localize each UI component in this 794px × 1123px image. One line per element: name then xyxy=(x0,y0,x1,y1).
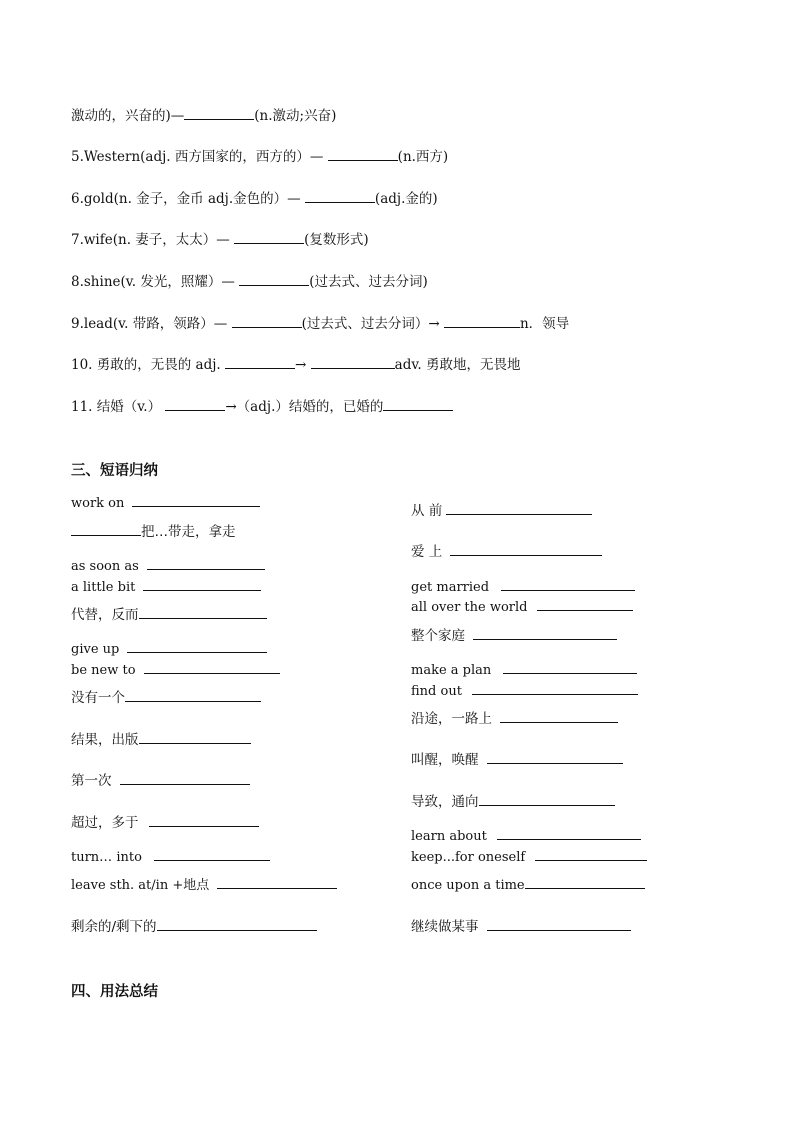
answer-blank[interactable] xyxy=(232,314,302,328)
phrase-label: 爱 上 xyxy=(411,544,443,560)
phrase-item xyxy=(411,875,645,895)
answer-blank[interactable] xyxy=(147,556,265,570)
phrase-label: 代替，反而 xyxy=(71,607,139,623)
vocab-hint: (复数形式) xyxy=(304,232,369,248)
phrase-item xyxy=(71,771,250,790)
phrase-label: 继续做某事 xyxy=(411,919,479,935)
phrase-label: once upon a time xyxy=(411,878,525,893)
phrase-label: a little bit xyxy=(71,580,136,595)
answer-blank[interactable] xyxy=(500,709,618,723)
phrase-item xyxy=(411,792,615,811)
vocab-hint: n．领导 xyxy=(519,316,570,332)
vocab-prompt: 6.gold(n. 金子，金币 adj.金色的）— xyxy=(71,191,301,207)
vocab-hint: (adj.金的) xyxy=(374,191,438,207)
phrase-item xyxy=(411,681,638,701)
phrase-item xyxy=(411,917,631,936)
phrase-label: be new to xyxy=(71,663,136,678)
vocab-line-5 xyxy=(71,147,448,166)
vocab-hint: adv. 勇敢地，无畏地 xyxy=(394,357,521,373)
vocab-hint: (过去式、过去分词) xyxy=(309,274,428,290)
phrase-item xyxy=(71,917,317,936)
phrase-item xyxy=(71,813,259,832)
vocab-line-7 xyxy=(71,230,369,249)
answer-blank[interactable] xyxy=(383,397,453,411)
phrase-label: 剩余的/剩下的 xyxy=(71,919,157,935)
answer-blank[interactable] xyxy=(311,355,395,369)
answer-blank[interactable] xyxy=(139,730,251,744)
answer-blank[interactable] xyxy=(444,314,520,328)
phrase-label: 整个家庭 xyxy=(411,628,465,644)
answer-blank[interactable] xyxy=(450,542,602,556)
phrase-item xyxy=(71,847,270,867)
answer-blank[interactable] xyxy=(165,397,225,411)
phrase-item xyxy=(411,577,635,597)
vocab-line-9 xyxy=(71,314,569,333)
phrase-label: find out xyxy=(411,684,462,699)
answer-blank[interactable] xyxy=(139,605,267,619)
phrase-label: turn… into xyxy=(71,850,142,865)
vocab-line-4 xyxy=(71,106,336,125)
phrase-item xyxy=(411,660,637,680)
section-heading-phrases: 三、短语归纳 xyxy=(71,463,158,479)
answer-blank[interactable] xyxy=(154,847,270,861)
phrase-label: learn about xyxy=(411,829,487,844)
phrase-label: keep...for oneself xyxy=(411,850,526,865)
vocab-prompt: 10. 勇敢的，无畏的 adj. xyxy=(71,357,221,373)
answer-blank[interactable] xyxy=(487,750,623,764)
answer-blank[interactable] xyxy=(487,917,631,931)
vocab-hint: (n.激动;兴奋) xyxy=(254,108,337,124)
vocab-line-8 xyxy=(71,272,428,291)
answer-blank[interactable] xyxy=(71,522,141,536)
answer-blank[interactable] xyxy=(472,681,638,695)
answer-blank[interactable] xyxy=(149,813,259,827)
answer-blank[interactable] xyxy=(525,875,645,889)
vocab-hint: →（adj.）结婚的，已婚的 xyxy=(225,399,384,415)
phrase-item xyxy=(411,826,641,846)
vocab-hint: (过去式、过去分词）→ xyxy=(301,316,440,332)
answer-blank[interactable] xyxy=(143,577,261,591)
vocab-line-6 xyxy=(71,189,438,208)
vocab-line-10 xyxy=(71,355,520,374)
phrase-label: work on xyxy=(71,496,125,511)
answer-blank[interactable] xyxy=(503,660,637,674)
vocab-prompt: 5.Western(adj. 西方国家的，西方的）— xyxy=(71,149,324,165)
phrase-label: leave sth. at/in +地点 xyxy=(71,878,210,893)
phrase-item xyxy=(71,875,337,895)
phrase-item xyxy=(411,847,647,867)
phrase-label: 第一次 xyxy=(71,773,112,789)
answer-blank[interactable] xyxy=(537,597,633,611)
answer-blank[interactable] xyxy=(144,660,280,674)
vocab-prompt: 8.shine(v. 发光，照耀）— xyxy=(71,274,235,290)
answer-blank[interactable] xyxy=(535,847,647,861)
phrase-label: 导致，通向 xyxy=(411,794,479,810)
phrase-item xyxy=(411,709,618,728)
answer-blank[interactable] xyxy=(157,917,317,931)
arrow: → xyxy=(295,357,307,373)
answer-blank[interactable] xyxy=(217,875,337,889)
phrase-label: 叫醒，唤醒 xyxy=(411,752,479,768)
phrase-item xyxy=(71,639,267,659)
phrase-label: all over the world xyxy=(411,600,528,615)
phrase-label: 把…带走，拿走 xyxy=(141,524,236,540)
answer-blank[interactable] xyxy=(446,501,592,515)
answer-blank[interactable] xyxy=(473,626,617,640)
answer-blank[interactable] xyxy=(225,355,295,369)
phrase-label: 沿途，一路上 xyxy=(411,711,492,727)
vocab-line-11 xyxy=(71,397,453,416)
vocab-prompt: 9.lead(v. 带路，领路）— xyxy=(71,316,228,332)
answer-blank[interactable] xyxy=(479,792,615,806)
phrase-label: 超过，多于 xyxy=(71,815,139,831)
answer-blank[interactable] xyxy=(132,493,260,507)
phrase-item xyxy=(71,577,261,597)
phrase-label: make a plan xyxy=(411,663,492,678)
answer-blank[interactable] xyxy=(239,272,309,286)
answer-blank[interactable] xyxy=(120,771,250,785)
answer-blank[interactable] xyxy=(127,639,267,653)
phrase-label: as soon as xyxy=(71,559,139,574)
answer-blank[interactable] xyxy=(184,106,254,120)
phrase-label: give up xyxy=(71,642,120,657)
phrase-item xyxy=(71,522,236,541)
answer-blank[interactable] xyxy=(501,577,635,591)
phrase-item xyxy=(411,597,633,617)
answer-blank[interactable] xyxy=(305,189,375,203)
vocab-hint: (n.西方) xyxy=(397,149,449,165)
answer-blank[interactable] xyxy=(234,230,304,244)
answer-blank[interactable] xyxy=(497,826,641,840)
phrase-item xyxy=(71,605,267,624)
phrase-item xyxy=(411,542,602,561)
section-heading-usage: 四、用法总结 xyxy=(71,984,158,1000)
phrase-item xyxy=(71,556,265,576)
phrase-item xyxy=(411,501,592,520)
phrase-item xyxy=(71,660,280,680)
phrase-item xyxy=(411,626,617,645)
vocab-prompt: 7.wife(n. 妻子，太太）— xyxy=(71,232,230,248)
phrase-label: 从 前 xyxy=(411,503,443,519)
vocab-prompt: 激动的，兴奋的)— xyxy=(71,108,185,124)
phrase-item xyxy=(411,750,623,769)
phrase-item xyxy=(71,493,260,513)
phrase-label: get married xyxy=(411,580,490,595)
phrase-label: 结果，出版 xyxy=(71,732,139,748)
vocab-prompt: 11. 结婚（v.） xyxy=(71,399,162,415)
answer-blank[interactable] xyxy=(125,688,261,702)
phrase-item xyxy=(71,688,261,707)
phrase-item xyxy=(71,730,251,749)
phrase-label: 没有一个 xyxy=(71,690,125,706)
answer-blank[interactable] xyxy=(328,147,398,161)
